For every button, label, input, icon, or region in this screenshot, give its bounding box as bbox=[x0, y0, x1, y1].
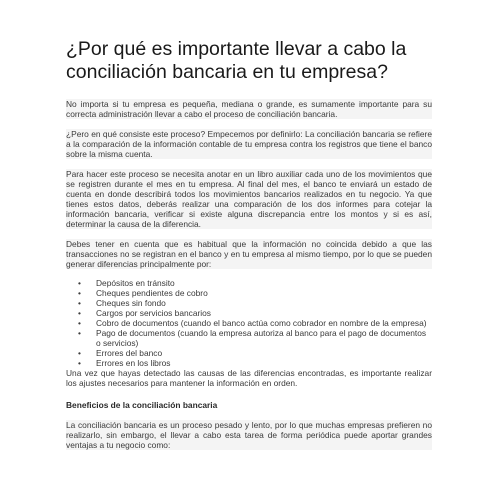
list-item: • Cheques pendientes de cobro bbox=[78, 288, 432, 298]
list-item: • Errores del banco bbox=[78, 348, 432, 358]
list-item: • Pago de documentos (cuando la empresa autoriza al banco para el pago de documentos o servicios) bbox=[78, 328, 432, 348]
list-item: • Cargos por servicios bancarios bbox=[78, 308, 432, 318]
list-item: • Cobro de documentos (cuando el banco actúa como cobrador en nombre de la empresa) bbox=[78, 318, 432, 328]
document-body bbox=[66, 99, 432, 450]
list-item: • Cheques sin fondo bbox=[78, 298, 432, 308]
paragraph-intro: No importa si tu empresa es pequeña, mediana o grande, es sumamente importante para su correcta administración llevar a cabo el proceso de conciliación bancaria. bbox=[66, 99, 432, 119]
paragraph-differences: Debes tener en cuenta que es habitual que la información no coincida debido a que las transacciones no se registran en el banco y en tu empresa al mismo tiempo, por lo que se pueden generar diferencias principalmente por: bbox=[66, 239, 432, 269]
paragraph-process: Para hacer este proceso se necesita anotar en un libro auxiliar cada uno de los movimientos que se registren durante el mes en tu empresa. Al final del mes, el banco te enviará un estado de cuenta en donde describirá todos los movimientos bancarios realizados en tu negocio. Ya que tienes estos datos, deberás realizar una comparación de los dos informes para cotejar la información bancaria, verificar si existe alguna discrepancia entre los montos y si es así, determinar la causa de la diferencia. bbox=[66, 169, 432, 229]
list-item: • Errores en los libros bbox=[78, 358, 432, 368]
paragraph-after-list: Una vez que hayas detectado las causas de las diferencias encontradas, es importante realizar los ajustes necesarios para mantener la información en orden. bbox=[66, 368, 432, 388]
paragraph-definition: ¿Pero en qué consiste este proceso? Empecemos por definirlo: La conciliación bancaria se refiere a la comparación de la información contable de tu empresa contra los registros que tiene el banco sobre la misma cuenta. bbox=[66, 129, 432, 159]
differences-list bbox=[66, 278, 432, 368]
list-item: • Depósitos en tránsito bbox=[78, 278, 432, 288]
paragraph-benefits: La conciliación bancaria es un proceso pesado y lento, por lo que muchas empresas prefieren no realizarlo, sin embargo, el llevar a cabo esta tarea de forma periódica puede aportar grandes ventajas a tu negocio como: bbox=[66, 420, 432, 450]
page-title: ¿Por qué es importante llevar a cabo la conciliación bancaria en tu empresa? bbox=[66, 38, 407, 83]
section-heading: Beneficios de la conciliación bancaria bbox=[66, 400, 218, 410]
